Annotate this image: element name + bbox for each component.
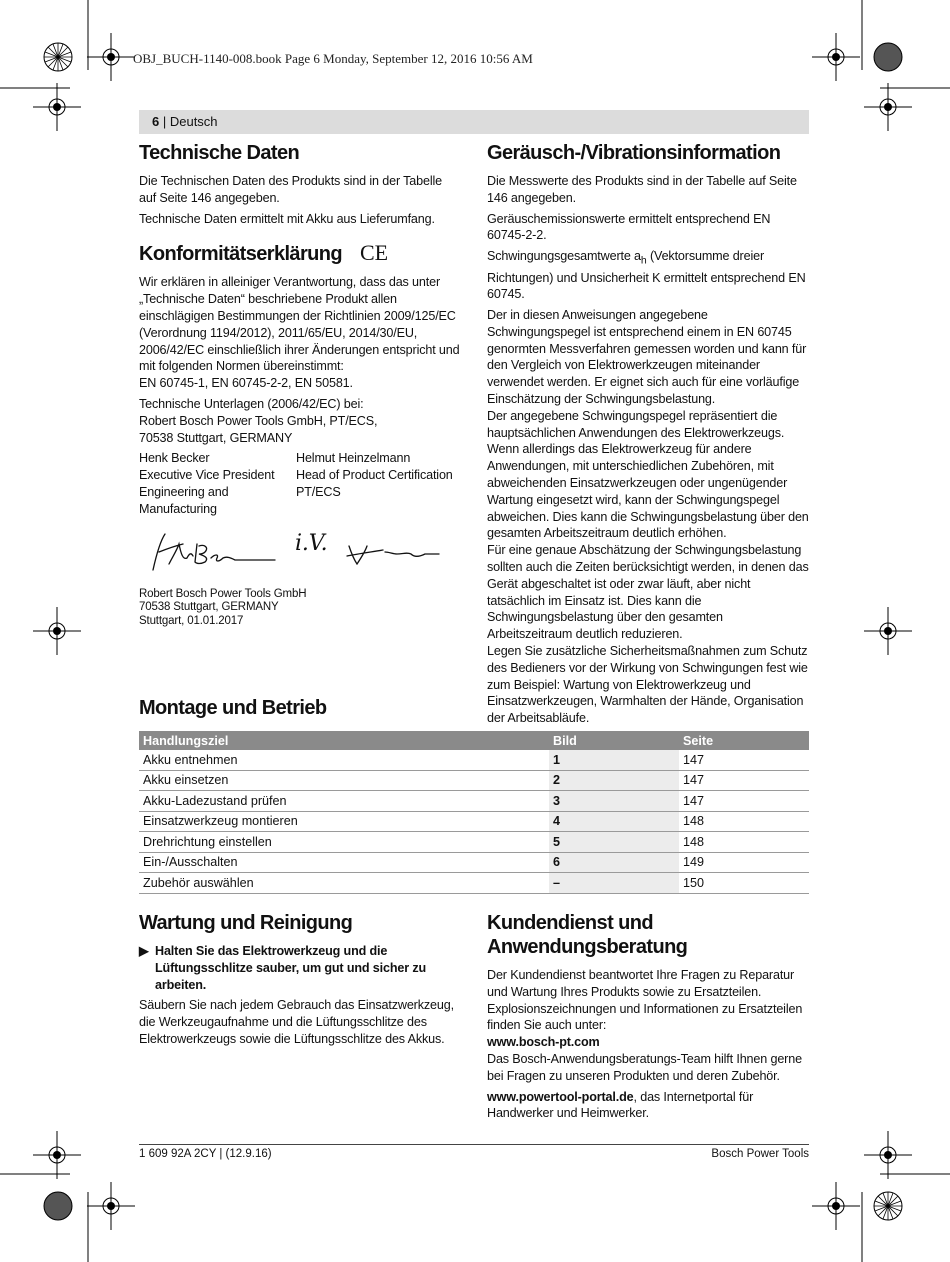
wartung-section	[139, 911, 462, 1052]
signatories	[139, 450, 462, 517]
signature-iv: i.V.	[295, 530, 328, 556]
konf-p2a: Technische Unterlagen (2006/42/EC) bei:	[139, 396, 364, 411]
addr-line: Stuttgart, 01.01.2017	[139, 614, 244, 627]
konf-p1: Wir erklären in alleiniger Verantwortung, dass das unter „Technische Daten“ beschriebene Produkt allen einschlägigen Bestimmungen der Richtlinien 2009/125/EC (Verordnung 1194/2012), 2011/65/EU, 2014/30/EU, 2006/42/EC einschließlich ihrer Änderungen entspricht und mit folgenden Normen übereinstimmt:	[139, 275, 460, 374]
sig-left-line: Executive Vice President	[139, 468, 275, 483]
ce-mark-icon: CE	[360, 240, 389, 266]
noise-p4: Der in diesen Anweisungen angegebene Schwingungspegel ist entsprechend einem in EN 60745 genormten Messverfahren gemessen worden und kann für den Vergleich von Elektrowerkzeugen miteinander verwendet werden. Er eignet sich auch für eine vorläufige Einschätzung der Schwingungsbelastung.	[487, 308, 807, 407]
table-header: Handlungsziel	[139, 731, 549, 750]
konf-technical-docs	[139, 396, 462, 446]
right-column	[487, 141, 810, 727]
tech-p2: Technische Daten ermittelt mit Akku aus Lieferumfang.	[139, 211, 435, 226]
signatory-left	[139, 450, 296, 517]
wartung-bullet-text: Halten Sie das Elektrowerkzeug und die Lüftungsschlitze sauber, um gut und sicher zu arbeiten.	[155, 944, 427, 992]
noise-p7: Legen Sie zusätzliche Sicherheitsmaßnahmen zum Schutz des Bedieners vor der Wirkung von Schwingungen fest wie zum Beispiel: Wartung von Elektrowerkzeug und Einsatzwerkzeugen, Warmhalten der Hände, Organisation der Arbeitsabläufe.	[487, 644, 808, 726]
page-number: 6	[152, 114, 160, 129]
cell-goal: Akku-Ladezustand prüfen	[139, 791, 549, 812]
kunden-title: Kundendienst und Anwendungsberatung	[487, 912, 688, 958]
cell-goal: Einsatzwerkzeug montieren	[139, 811, 549, 832]
wartung-bullet	[139, 943, 462, 993]
header-language: Deutsch	[169, 114, 218, 129]
bullet-triangle-icon: ▶	[139, 944, 149, 958]
cell-figure: 3	[549, 791, 679, 812]
cell-goal: Ein-/Ausschalten	[139, 852, 549, 873]
table-header-row	[139, 731, 809, 750]
konf-heading	[139, 241, 462, 266]
cell-page: 148	[679, 811, 809, 832]
noise-p3	[487, 248, 810, 303]
wartung-title: Wartung und Reinigung	[139, 912, 353, 934]
kunden-p1: Der Kundendienst beantwortet Ihre Fragen zu Reparatur und Wartung Ihres Produkts sowie zu Ersatzteilen. Explosionszeichnungen und Informationen zu Ersatzteilen finden Sie auch unter:	[487, 968, 803, 1033]
cell-figure: 6	[549, 852, 679, 873]
kunden-section	[487, 911, 810, 1126]
page-header	[139, 110, 809, 134]
tech-title: Technische Daten	[139, 142, 300, 164]
cell-page: 147	[679, 770, 809, 791]
sig-left-line: Manufacturing	[139, 501, 217, 516]
cell-goal: Akku entnehmen	[139, 750, 549, 770]
noise-title: Geräusch-/Vibrationsinformation	[487, 142, 781, 164]
footer-left: 1 609 92A 2CY | (12.9.16)	[139, 1148, 272, 1160]
noise-p3-sub: h	[640, 254, 647, 267]
signatory-right	[296, 450, 466, 517]
cell-goal: Zubehör auswählen	[139, 873, 549, 894]
link-bosch-pt[interactable]: www.bosch-pt.com	[487, 1035, 600, 1050]
konf-p1b: EN 60745-1, EN 60745-2-2, EN 50581.	[139, 376, 353, 391]
montage-table	[139, 731, 809, 894]
footer-rule	[139, 1144, 809, 1145]
cell-page: 148	[679, 832, 809, 853]
cell-page: 147	[679, 750, 809, 770]
sig-right-line: PT/ECS	[296, 484, 341, 499]
table-row	[139, 811, 809, 832]
cell-figure: 1	[549, 750, 679, 770]
signature-address	[139, 588, 462, 629]
footer-right: Bosch Power Tools	[711, 1148, 809, 1160]
table-header: Seite	[679, 731, 809, 750]
tech-p1: Die Technischen Daten des Produkts sind in der Tabelle auf Seite 146 angegeben.	[139, 174, 442, 205]
cell-goal: Drehrichtung einstellen	[139, 832, 549, 853]
cell-page: 147	[679, 791, 809, 812]
noise-p2: Geräuschemissionswerte ermittelt entsprechend EN 60745-2-2.	[487, 211, 771, 243]
table-row	[139, 791, 809, 812]
konf-p2c: 70538 Stuttgart, GERMANY	[139, 430, 293, 445]
noise-p3-start: Schwingungsgesamtwerte a	[487, 249, 641, 264]
addr-line: Robert Bosch Power Tools GmbH	[139, 587, 307, 600]
table-row	[139, 852, 809, 873]
table-row	[139, 770, 809, 791]
table-row	[139, 832, 809, 853]
noise-p1: Die Messwerte des Produkts sind in der Tabelle auf Seite 146 angegeben.	[487, 174, 797, 205]
cell-page: 150	[679, 873, 809, 894]
link-powertool-portal[interactable]: www.powertool-portal.de	[487, 1089, 634, 1104]
book-info-line: OBJ_BUCH-1140-008.book Page 6 Monday, September 12, 2016 10:56 AM	[133, 51, 533, 66]
left-column	[139, 141, 462, 628]
addr-line: 70538 Stuttgart, GERMANY	[139, 601, 279, 614]
cell-figure: –	[549, 873, 679, 894]
cell-goal: Akku einsetzen	[139, 770, 549, 791]
noise-p6: Für eine genaue Abschätzung der Schwingungsbelastung sollten auch die Zeiten berücksichtigt werden, in denen das Gerät abgeschaltet ist oder zwar läuft, aber nicht tatsächlich im Einsatz ist. Dies kann die Schwingungsbelastung über den gesamten Arbeitszeitraum deutlich reduzieren.	[487, 543, 809, 642]
wartung-p1: Säubern Sie nach jedem Gebrauch das Einsatzwerkzeug, die Werkzeugaufnahme und die Lüftungsschlitze des Elektrowerkzeugs sowie die Lüftungsschlitze des Akkus.	[139, 998, 454, 1046]
table-row	[139, 750, 809, 770]
header-separator: |	[159, 114, 170, 129]
kunden-p3-text: , das Internetportal für Handwerker und Heimwerker.	[487, 1089, 754, 1121]
sig-left-line: Henk Becker	[139, 451, 210, 466]
cell-figure: 4	[549, 811, 679, 832]
table-row	[139, 873, 809, 894]
table-header: Bild	[549, 731, 679, 750]
konf-p2b: Robert Bosch Power Tools GmbH, PT/ECS,	[139, 413, 378, 428]
cell-figure: 2	[549, 770, 679, 791]
sig-left-line: Engineering and	[139, 484, 229, 499]
konf-title: Konformitätserklärung	[139, 243, 342, 266]
cell-page: 149	[679, 852, 809, 873]
sig-right-line: Head of Product Certification	[296, 468, 453, 483]
noise-p3-end: (Vektorsumme dreier Richtungen) und Unsicherheit K ermittelt entsprechend EN 60745.	[487, 249, 806, 302]
noise-p5: Der angegebene Schwingungspegel repräsentiert die hauptsächlichen Anwendungen des Elektrowerkzeugs. Wenn allerdings das Elektrowerkzeug für andere Anwendungen, mit unterschiedlichen Zubehören, mit abweichenden Einsatzwerkzeugen oder ungenügender Wartung eingesetzt wird, kann der Schwingungspegel abweichen. Dies kann die Schwingungsbelastung über den gesamten Arbeitszeitraum deutlich erhöhen.	[487, 408, 809, 541]
cell-figure: 5	[549, 832, 679, 853]
sig-right-line: Helmut Heinzelmann	[296, 451, 411, 466]
montage-title: Montage und Betrieb	[139, 697, 327, 719]
kunden-p3	[487, 1089, 810, 1123]
kunden-p2: Das Bosch-Anwendungsberatungs-Team hilft Ihnen gerne bei Fragen zu unseren Produkten und deren Zubehör.	[487, 1051, 802, 1083]
handwritten-signatures	[139, 522, 462, 582]
